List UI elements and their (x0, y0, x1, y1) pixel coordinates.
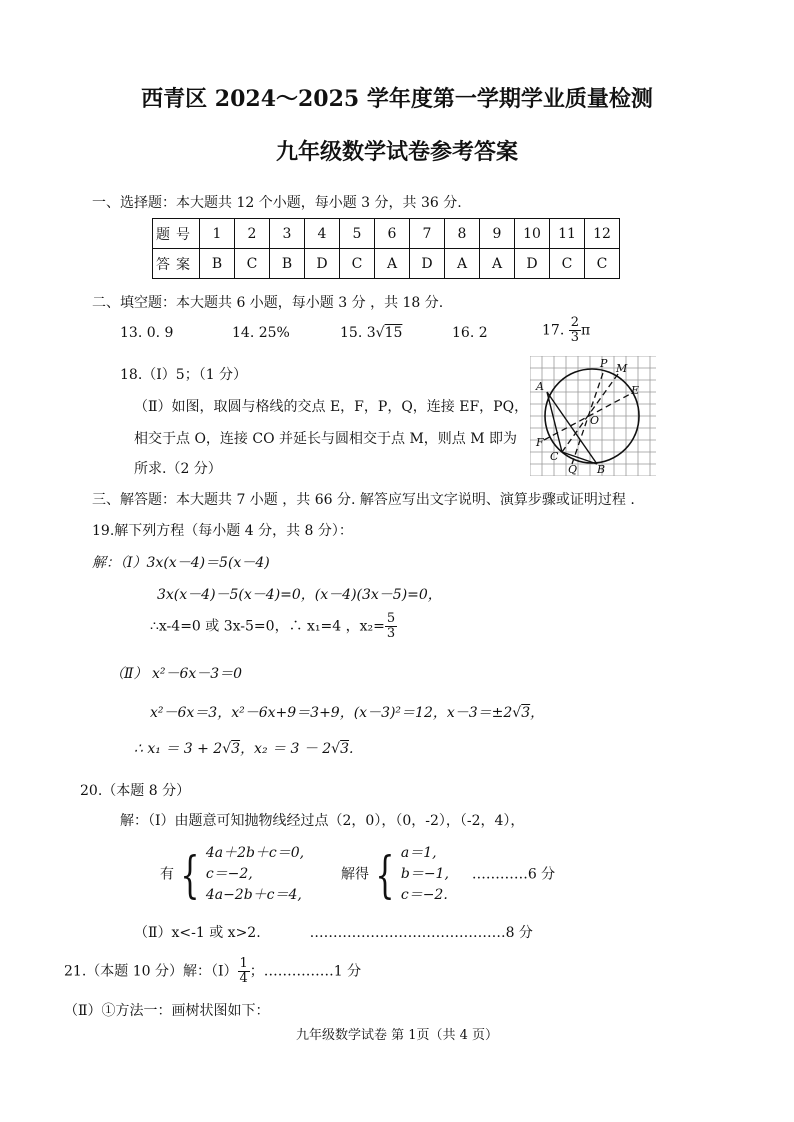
answer-14: 14. 25% (232, 325, 290, 341)
score-marker: …………6 分 (471, 866, 556, 883)
section2-heading: 二、填空题：本大题共 6 小题，每小题 3 分 ，共 18 分. (92, 295, 444, 311)
table-cell: C (340, 249, 375, 279)
table-cell: 6 (375, 219, 410, 249)
question-19-step3: x²－6x＝3，x²－6x+9＝3+9，(x－3)²＝12，x－3＝±2√3， (150, 705, 545, 721)
table-cell: A (445, 249, 480, 279)
question-19-step1: 3x(x－4)－5(x－4)=0，(x－4)(3x－5)=0， (157, 587, 442, 603)
question-19-step3-radicand: 3 (521, 705, 531, 721)
table-cell: 11 (550, 219, 585, 249)
question-20-part2 (134, 922, 533, 942)
question-20-title: 20.（本题 8 分） (80, 783, 191, 799)
equation-system-2 (401, 843, 449, 906)
question-19-part1: 解：（Ⅰ）3x(x－4)＝5(x－4) (92, 555, 270, 571)
answer-17-label: 17. (542, 322, 565, 339)
table-cell: 7 (410, 219, 445, 249)
question-20-has-label: 有 (160, 866, 174, 883)
score-marker: ；……………1 分 (249, 963, 362, 980)
answer-17 (542, 316, 590, 345)
table-cell: B (200, 249, 235, 279)
question-19-step2 (150, 612, 397, 641)
answer-18-part2-line3: 所求.（2 分） (134, 461, 222, 477)
answer-15: 15. 3√15 (340, 325, 403, 341)
answer-18-part2-line1: （Ⅱ）如图，取圆与格线的交点 E，F，P，Q，连接 EF，PQ， (134, 399, 529, 415)
equation: b＝−1, (400, 866, 449, 882)
question-20-part1: 解：（Ⅰ）由题意可知抛物线经过点（2，0），（0，-2），（-2，4）， (120, 813, 525, 829)
question-19-title: 19.解下列方程（每小题 4 分，共 8 分）： (92, 523, 353, 539)
table-row-label: 答案 (153, 249, 200, 279)
question-20-solve-label: 解得 (341, 866, 370, 883)
question-19-step2-text: ∴x-4=0 或 3x-5=0，∴ x₁=4 ，x₂= (150, 618, 385, 635)
answer-17-pi: π (581, 322, 591, 339)
question-19-part2: （Ⅱ） x²－6x－3＝0 (110, 666, 243, 682)
fraction-denominator: 3 (386, 626, 396, 641)
figure-label: F (536, 436, 544, 449)
fraction-numerator: 5 (386, 611, 396, 626)
question-21-part1 (64, 957, 361, 986)
table-row-label: 题号 (153, 219, 200, 249)
question-19-fraction (385, 612, 397, 641)
equation: a＝1, (400, 845, 437, 861)
section1-heading: 一、选择题：本大题共 12 个小题，每小题 3 分，共 36 分. (92, 195, 462, 211)
table-cell: 5 (340, 219, 375, 249)
answer-18-part1: 18.（Ⅰ）5；（1 分） (120, 367, 248, 383)
answer-17-fraction (569, 316, 581, 345)
document-title: 西青区 2024～2025 学年度第一学期学业质量检测 (141, 86, 653, 112)
answer-15-label: 15. (340, 325, 363, 341)
table-cell: D (515, 249, 550, 279)
answer-15-radicand: 15 (384, 325, 403, 341)
fraction-numerator: 1 (239, 956, 248, 971)
table-cell: C (550, 249, 585, 279)
question-19-step4-radicand1: 3 (231, 741, 241, 757)
figure-label: Q (568, 463, 578, 476)
table-cell: 9 (480, 219, 515, 249)
answer-13: 13. 0. 9 (120, 325, 174, 341)
table-cell: D (410, 249, 445, 279)
fraction-denominator: 3 (570, 330, 579, 345)
figure-label: O (590, 414, 600, 427)
left-brace-icon: { (375, 845, 395, 904)
table-cell: 1 (200, 219, 235, 249)
figure-label: A (536, 380, 544, 393)
table-cell: 12 (585, 219, 620, 249)
answer-16: 16. 2 (452, 325, 488, 341)
question-21-fraction (238, 957, 250, 986)
table-cell: C (585, 249, 620, 279)
question-21-title: 21.（本题 10 分）解：（Ⅰ） (64, 963, 238, 980)
score-marker: ……………………………………8 分 (309, 925, 533, 941)
question-21-part2: （Ⅱ）①方法一：画树状图如下： (64, 1003, 270, 1019)
section3-heading: 三、解答题：本大题共 7 小题 ，共 66 分. 解答应写出文字说明、演算步骤或证明过程 . (92, 492, 635, 508)
answer-18-part2-line2: 相交于点 O，连接 CO 并延长与圆相交于点 M，则点 M 即为 (134, 431, 518, 447)
table-cell: 2 (235, 219, 270, 249)
answer-table-answer-row (153, 249, 620, 279)
figure-label: P (600, 357, 608, 370)
table-cell: 10 (515, 219, 550, 249)
answer-table (152, 218, 620, 279)
equation: c＝−2, (205, 866, 253, 882)
table-cell: 3 (270, 219, 305, 249)
fraction-numerator: 2 (570, 315, 579, 330)
figure-label: B (597, 463, 606, 476)
question-19-step4: ∴ x₁ ＝ 3 + 2√3，x₂ ＝ 3 － 2√3. (134, 741, 354, 757)
figure-label: E (631, 384, 640, 397)
question-19-step3-text: x²－6x＝3，x²－6x+9＝3+9，(x－3)²＝12，x－3＝±2√ (150, 705, 522, 721)
question-20-part2-text: （Ⅱ）x<-1 或 x>2. (134, 925, 261, 941)
equation: 4a＋2b＋c＝0, (205, 845, 305, 861)
page-footer: 九年级数学试卷 第 1页（共 4 页） (295, 1028, 499, 1043)
question-19-step4-text2: ，x₂ ＝ 3 － 2√ (240, 741, 341, 757)
table-cell: 4 (305, 219, 340, 249)
question-19-step4-text1: ∴ x₁ ＝ 3 + 2√ (134, 741, 232, 757)
table-cell: C (235, 249, 270, 279)
fraction-denominator: 4 (239, 971, 248, 986)
table-cell: A (480, 249, 515, 279)
document-subtitle: 九年级数学试卷参考答案 (275, 139, 518, 165)
circle-grid-figure (530, 356, 656, 476)
question-19-step4-radicand2: 3 (340, 741, 350, 757)
question-20-systems (160, 843, 555, 906)
figure-label: C (550, 450, 559, 463)
equation: c＝−2. (400, 887, 448, 903)
table-cell: A (375, 249, 410, 279)
answer-15-coef: 3 (366, 325, 376, 341)
left-brace-icon: { (180, 845, 200, 904)
table-cell: B (270, 249, 305, 279)
figure-label: M (616, 362, 628, 375)
equation: 4a−2b＋c＝4, (205, 887, 302, 903)
answer-table-number-row (153, 219, 620, 249)
equation-system-1 (206, 843, 304, 906)
table-cell: D (305, 249, 340, 279)
table-cell: 8 (445, 219, 480, 249)
